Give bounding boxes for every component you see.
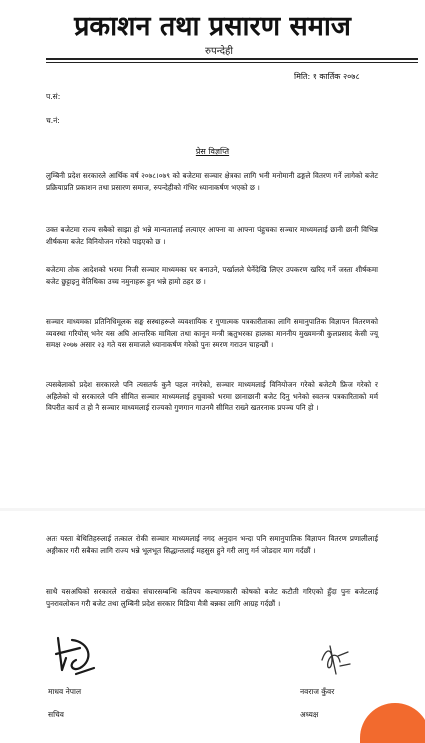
- chairperson-signature: [318, 642, 352, 678]
- document-heading: प्रेस विज्ञप्ति: [195, 147, 230, 156]
- paragraph-5: त्यसबेलाको प्रदेश सरकारले पनि त्यसतर्फ कुनै पहल नगरेको, सञ्चार माध्यमलाई विनियोजन गरेको बजेटमै फ्रिज गरेको र अहिलेको यो सरकारले पनि सीमित सञ्चार माध्यमलाई हचुवाको भरमा छानाछानी बजेट दिनु भनेको स्वतन्त्र पत्रकारिताको मर्म विपरीत कार्य त हो नै सञ्चार माध्यमलाई राज्यको गुणगान गाउनमै सीमित राख्ने खतरनाक प्रपञ्च पनि हो ।: [46, 380, 378, 412]
- dispatch-number: च.नं:: [46, 116, 60, 125]
- secretary-title: सचिव: [48, 710, 64, 719]
- secretary-name: माधव नेपाल: [48, 687, 82, 696]
- page-divider: [0, 508, 425, 511]
- paragraph-4: सञ्चार माध्यमका प्रतिनिधिमूलक सङ्घ सस्थाहरूले व्यवशायिक र गुणात्मक पत्रकारीताका लागि समानुपातिक विज्ञापन वितरणको व्यवस्था गरियोस् भनेर यस अघि आन्तरिक मामिला तथा कानून मन्त्री ऋतुभरका हालका माननीय मुख्यमन्त्री कुलप्रसाद केसी ज्यू समक्ष २०७७ असार २३ गते यस समाजले ध्यानाकर्षण गरेको पुनः स्मरण गराउन चाहन्छौं ।: [46, 317, 378, 349]
- paragraph-1: लुम्बिनी प्रदेश सरकारले आर्थिक वर्ष २०७८।०७९ को बजेटमा सञ्चार क्षेत्रका लागि भनी मनोमानी ढङ्गले वितरण गर्ने लागेको बजेट प्रक्रियाप्रति प्रकाशन तथा प्रसारण समाज, रुपन्देहीको गंभिर ध्यानाकर्षण भएको छ ।: [46, 171, 378, 192]
- secretary-signature: [50, 630, 100, 680]
- header-rule: [46, 58, 418, 60]
- paragraph-7: साथै यसअघिको सरकारले राखेका संचारसम्बन्धि कतिपय कल्याणकारी कोषको बजेट कटौती गरिएको हुँदा पुनः बजेटलाई पुनरावलोकन गरी बजेट तथा लुम्बिनी प्रदेश सरकार मिडिया मैत्री बन्नका लागि आग्रह गर्दछौं ।: [46, 587, 378, 608]
- paragraph-2: उक्त बजेटमा राज्य सबैको साझा हो भन्ने मान्यतालाई लत्याएर आफ्ना वा आफ्ना पंहुचका सञ्चार माध्यमलाई छानी छानी विभिन्न शीर्षकमा बजेट विनियोजन गरेको पाइएको छ ।: [46, 225, 378, 246]
- organization-district: रुपन्देही: [205, 46, 233, 57]
- release-date: मिति: १ कार्तिक २०७८: [294, 72, 360, 81]
- header-rule-thin: [46, 62, 418, 63]
- paragraph-3: बजेटमा तोक आदेशको भरमा निजी सञ्चार माध्यमका घर बनाउने, पर्खालले घेर्नेदेखि लिएर उपकरण खरिद गर्ने जस्ता शीर्षकमा बजेट छुट्टाइनु वेतिथिका उच्च नमुनाहरू हुन भन्ने हामो ठहर छ ।: [46, 265, 378, 286]
- floating-action-badge[interactable]: [360, 703, 425, 743]
- paragraph-6: अतः यस्ता बेथितिहरुलाई तत्काल रोकी सञ्चार माध्यमलाई नगद अनुदान भन्दा पनि समानुपातिक विज्ञापन वितरण प्रणालीलाई अङ्गीकार गरी सबैका लागि राज्य भन्ने भूलभूत सिद्धान्तलाई महसुस हुने गरी लागु गर्न जोडदार माग गर्दछौं ।: [46, 534, 378, 555]
- organization-title: प्रकाशन तथा प्रसारण समाज: [74, 11, 351, 42]
- chairperson-title: अध्यक्ष: [300, 710, 319, 719]
- reference-number: प.सं:: [46, 92, 61, 101]
- chairperson-name: नवराज कुँवर: [300, 687, 335, 696]
